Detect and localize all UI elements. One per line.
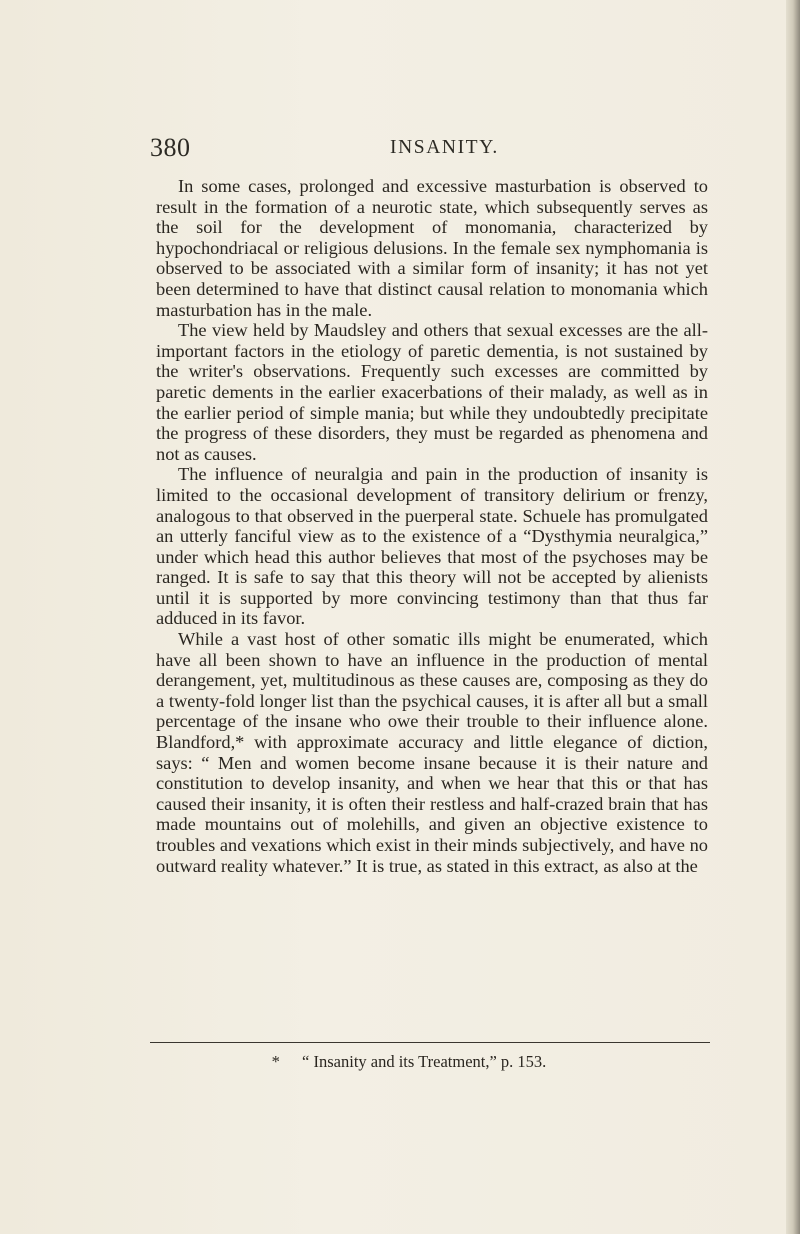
body-text <box>156 176 708 876</box>
footnote-marker: * <box>271 1052 280 1071</box>
page-header <box>0 133 800 167</box>
paragraph-masturbation: In some cases, prolonged and excessive masturbation is observed to result in the formation of a neurotic state, which subsequently serves as the soil for the development of monomania, characterized by hypochondriacal or religious delusions. In the female sex nymphomania is observed to be associated with a similar form of insanity; it has not yet been determined to have that distinct causal relation to monomania which masturbation has in the male. <box>156 176 708 320</box>
running-head: INSANITY. <box>390 137 499 158</box>
footnote-text: “ Insanity and its Treatment,” p. 153. <box>302 1052 547 1071</box>
footnote <box>0 1052 800 1072</box>
footnote-divider <box>150 1042 710 1043</box>
paragraph-somatic-ills: While a vast host of other somatic ills might be enumerated, which have all been shown to have an influence in the production of mental derangement, yet, multitudinous as these causes are, composing as they do a twenty-fold longer list than the psychical causes, it is after all but a small percentage of the insane who owe their trouble to their influence alone. Blandford,* with approximate accuracy and little elegance of diction, says: “ Men and women become insane because it is their nature and constitution to develop insanity, and when we hear that this or that has caused their insanity, it is often their restless and half-crazed brain that has made mountains out of molehills, and given an objective existence to troubles and vexations which exist in their minds subjectively, and have no outward reality whatever.” It is true, as stated in this extract, as also at the <box>156 629 708 876</box>
page-edge-shadow <box>786 0 800 1234</box>
paragraph-maudsley: The view held by Maudsley and others that sexual excesses are the all-important factors in the etiology of paretic dementia, is not sustained by the writer's observations. Frequently such excesses are committed by paretic dements in the earlier exacerbations of their malady, as well as in the earlier period of simple mania; but while they undoubtedly precipitate the progress of these disorders, they must be regarded as phenomena and not as causes. <box>156 320 708 464</box>
paragraph-neuralgia: The influence of neuralgia and pain in the production of insanity is limited to the occasional development of transitory delirium or frenzy, analogous to that observed in the puerperal state. Schuele has promulgated an utterly fanciful view as to the existence of a “Dysthymia neuralgica,” under which head this author believes that most of the psychoses may be ranged. It is safe to say that this theory will not be accepted by alienists until it is supported by more convincing testimony than that thus far adduced in its favor. <box>156 464 708 629</box>
page-number: 380 <box>150 133 191 162</box>
